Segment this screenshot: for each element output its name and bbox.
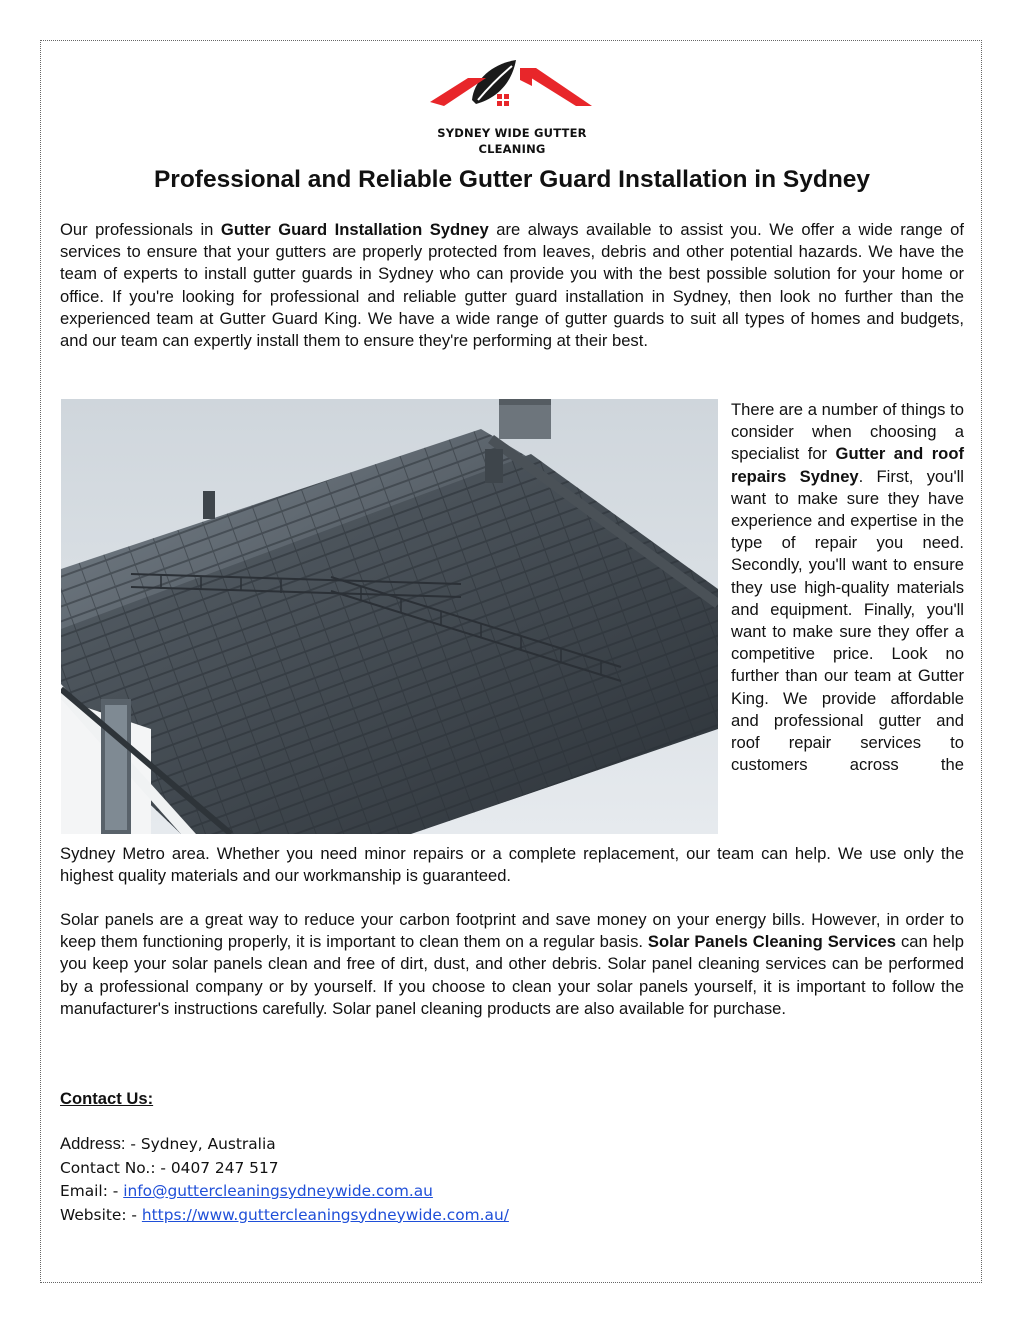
contact-details — [60, 1132, 509, 1227]
page-title: Professional and Reliable Gutter Guard Installation in Sydney — [153, 166, 871, 193]
solar-paragraph — [60, 909, 964, 1020]
intro-keyword: Gutter Guard Installation Sydney — [220, 220, 489, 239]
phone-label: Contact No.: — [60, 1158, 156, 1177]
intro-text-start: Our professionals in — [60, 220, 221, 239]
email-line — [60, 1180, 509, 1204]
logo-text-line2: CLEANING — [478, 142, 546, 156]
intro-paragraph — [60, 219, 964, 352]
phone-value: - 0407 247 517 — [155, 1158, 279, 1177]
roof-photo-image — [61, 399, 718, 834]
phone-line — [60, 1157, 509, 1181]
address-label: Address: — [60, 1134, 126, 1153]
intro-text-end: are always available to assist you. We offer a wide range of services to ensure that your gutters are properly protected from leaves, debris and other potential hazards. We have the team of experts to install gutter guards in Sydney who can provide you with the best possible solution for your home or office. If you're looking for professional and reliable gutter guard installation in Sydney, then look no further than the experienced team at Gutter Guard King. We have a wide range of gutter guards to suit all types of homes and budgets, and our team can expertly install them to ensure they're performing at their best. — [60, 220, 965, 351]
company-logo — [420, 58, 604, 158]
website-link[interactable]: https://www.guttercleaningsydneywide.com.au/ — [141, 1205, 509, 1224]
address-line — [60, 1132, 509, 1157]
contact-heading: Contact Us: — [60, 1089, 154, 1108]
solar-text-end: can help you keep your solar panels clean and free of dirt, dust, and other debris. Solar panel cleaning services can be performed by a professional company or by yourself. If you choose to clean your solar panels yourself, it is important to follow the manufacturer's instructions carefully. Solar panel cleaning products are also available for purchase. — [60, 932, 965, 1018]
repairs-text-end: . First, you'll want to make sure they have experience and expertise in the type of repair you need. Secondly, you'll want to ensure they use high-quality materials and equipment. Finally, you'll want to make sure they offer a competitive price. Look no further than our team at Gutter King. We provide affordable and professional gutter and roof repair services to customers across the — [731, 466, 964, 775]
repairs-paragraph — [731, 399, 964, 776]
logo-text-line1: SYDNEY WIDE GUTTER — [437, 126, 587, 140]
solar-text-start: Solar panels are a great way to reduce your carbon footprint and save money on your energy bills. However, in order to keep them functioning properly, it is important to clean them on a regular basis. — [60, 910, 964, 952]
website-label: Website: - — [60, 1205, 142, 1224]
website-line — [60, 1204, 509, 1228]
roof-photo — [61, 399, 718, 834]
repairs-keyword: Gutter and roof repairs Sydney — [731, 444, 964, 486]
address-value: - Sydney, Australia — [125, 1135, 276, 1153]
email-label: Email: - — [60, 1182, 124, 1200]
roof-leaf-logo-icon — [420, 58, 604, 122]
solar-keyword: Solar Panels Cleaning Services — [647, 932, 897, 952]
email-link[interactable]: info@guttercleaningsydneywide.com.au — [123, 1182, 433, 1200]
repairs-paragraph-continued: Sydney Metro area. Whether you need minor repairs or a complete replacement, our team can help. We use only the highest quality materials and our workmanship is guaranteed. — [60, 844, 964, 886]
repairs-text-start: There are a number of things to consider when choosing a specialist for — [731, 400, 964, 464]
